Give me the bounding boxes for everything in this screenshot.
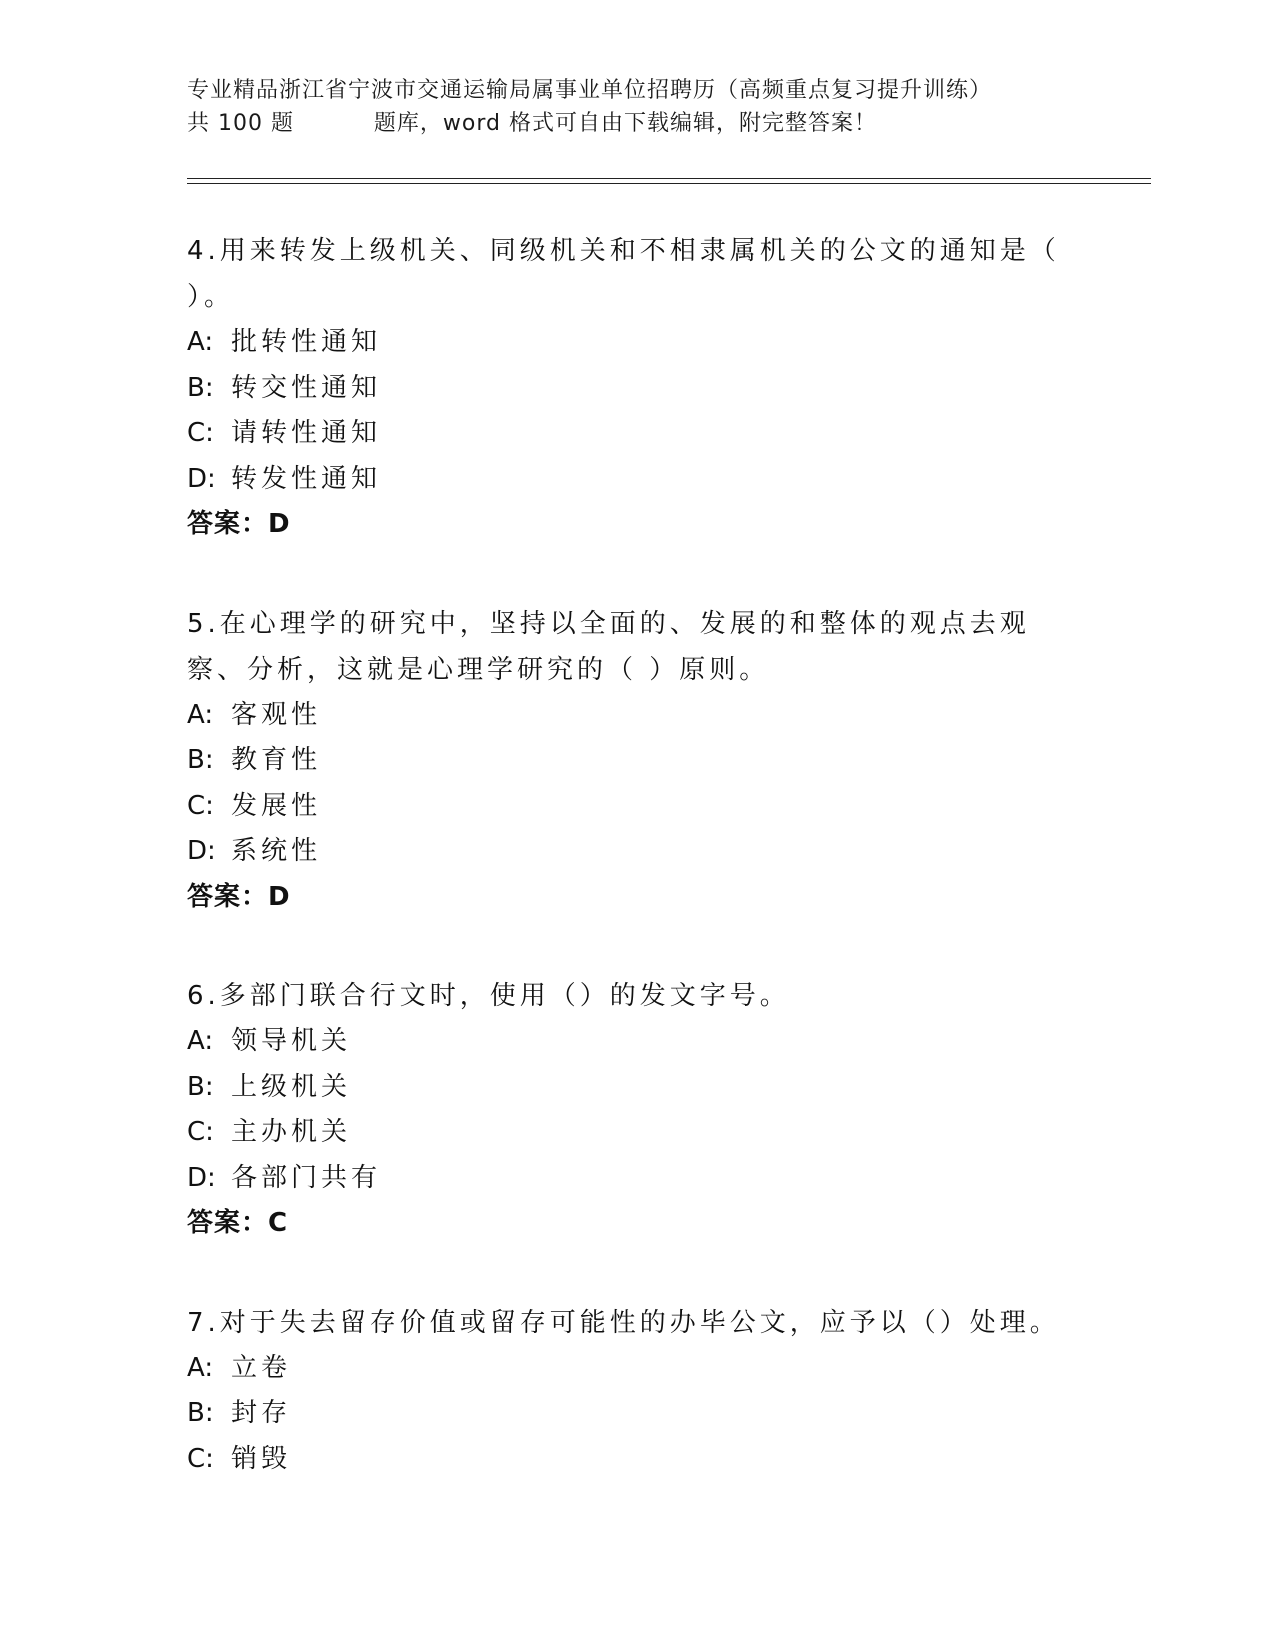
answer-label: 答案：D [187, 881, 291, 912]
option-text: 批转性通知 [231, 327, 382, 357]
option-letter: A: [187, 327, 214, 357]
option-a [187, 320, 1087, 366]
question-item [187, 601, 1087, 921]
option-text: 教育性 [231, 745, 322, 775]
option-letter: A: [187, 1026, 214, 1056]
option-d [187, 457, 1087, 503]
question-text: 7.对于失去留存价值或留存可能性的办毕公文，应予以（）处理。 [187, 1307, 1060, 1338]
option-a [187, 693, 1087, 739]
option-text: 转交性通知 [231, 372, 382, 403]
question-text: 5.在心理学的研究中，坚持以全面的、发展的和整体的观点去观察、分析，这就是心理学研究的（ ）原则。 [187, 608, 1030, 685]
answer-label: 答案：C [187, 1208, 289, 1238]
option-d [187, 829, 1087, 875]
question-item [187, 973, 1087, 1247]
option-text: 发展性 [231, 790, 322, 821]
option-letter: C: [187, 790, 214, 821]
option-text: 上级机关 [231, 1071, 352, 1102]
option-letter: D: [187, 1162, 216, 1193]
question-text: 4.用来转发上级机关、同级机关和不相隶属机关的公文的通知是（ ）。 [187, 236, 1060, 312]
option-letter: C: [187, 1117, 214, 1147]
option-d [187, 1156, 1087, 1202]
question-item [187, 1300, 1087, 1483]
option-text: 立卷 [231, 1352, 292, 1383]
option-letter: B: [187, 745, 214, 775]
option-letter: B: [187, 1398, 214, 1428]
header-divider-top [187, 178, 1151, 179]
option-letter: D: [187, 836, 216, 866]
header-subtitle-line: 共 100 题 题库，word 格式可自由下载编辑，附完整答案！ [187, 111, 877, 136]
document-header [187, 74, 1147, 140]
option-text: 领导机关 [231, 1026, 352, 1056]
option-b [187, 738, 1087, 784]
option-b [187, 366, 1087, 412]
question-list [187, 228, 1087, 1535]
option-letter: A: [187, 1352, 214, 1383]
option-text: 系统性 [231, 836, 322, 866]
option-text: 转发性通知 [231, 463, 382, 494]
option-letter: B: [187, 372, 214, 403]
option-a [187, 1346, 1087, 1392]
option-c [187, 784, 1087, 830]
option-letter: D: [187, 463, 216, 494]
option-text: 封存 [231, 1398, 292, 1428]
option-letter: C: [187, 418, 214, 448]
option-letter: C: [187, 1443, 214, 1474]
option-letter: B: [187, 1071, 214, 1102]
question-text: 6.多部门联合行文时，使用（）的发文字号。 [187, 981, 790, 1011]
option-text: 请转性通知 [231, 418, 382, 448]
header-divider-bottom [187, 183, 1151, 184]
option-text: 销毁 [231, 1443, 292, 1474]
option-c [187, 411, 1087, 457]
option-a [187, 1019, 1087, 1065]
option-text: 主办机关 [231, 1117, 352, 1147]
option-b [187, 1391, 1087, 1437]
option-b [187, 1065, 1087, 1111]
option-c [187, 1110, 1087, 1156]
option-c [187, 1437, 1087, 1483]
question-item [187, 228, 1087, 548]
option-text: 客观性 [231, 699, 322, 730]
option-text: 各部门共有 [231, 1162, 382, 1193]
option-letter: A: [187, 699, 214, 730]
header-title-line: 专业精品浙江省宁波市交通运输局属事业单位招聘历（高频重点复习提升训练） [187, 78, 993, 103]
answer-label: 答案：D [187, 509, 291, 539]
